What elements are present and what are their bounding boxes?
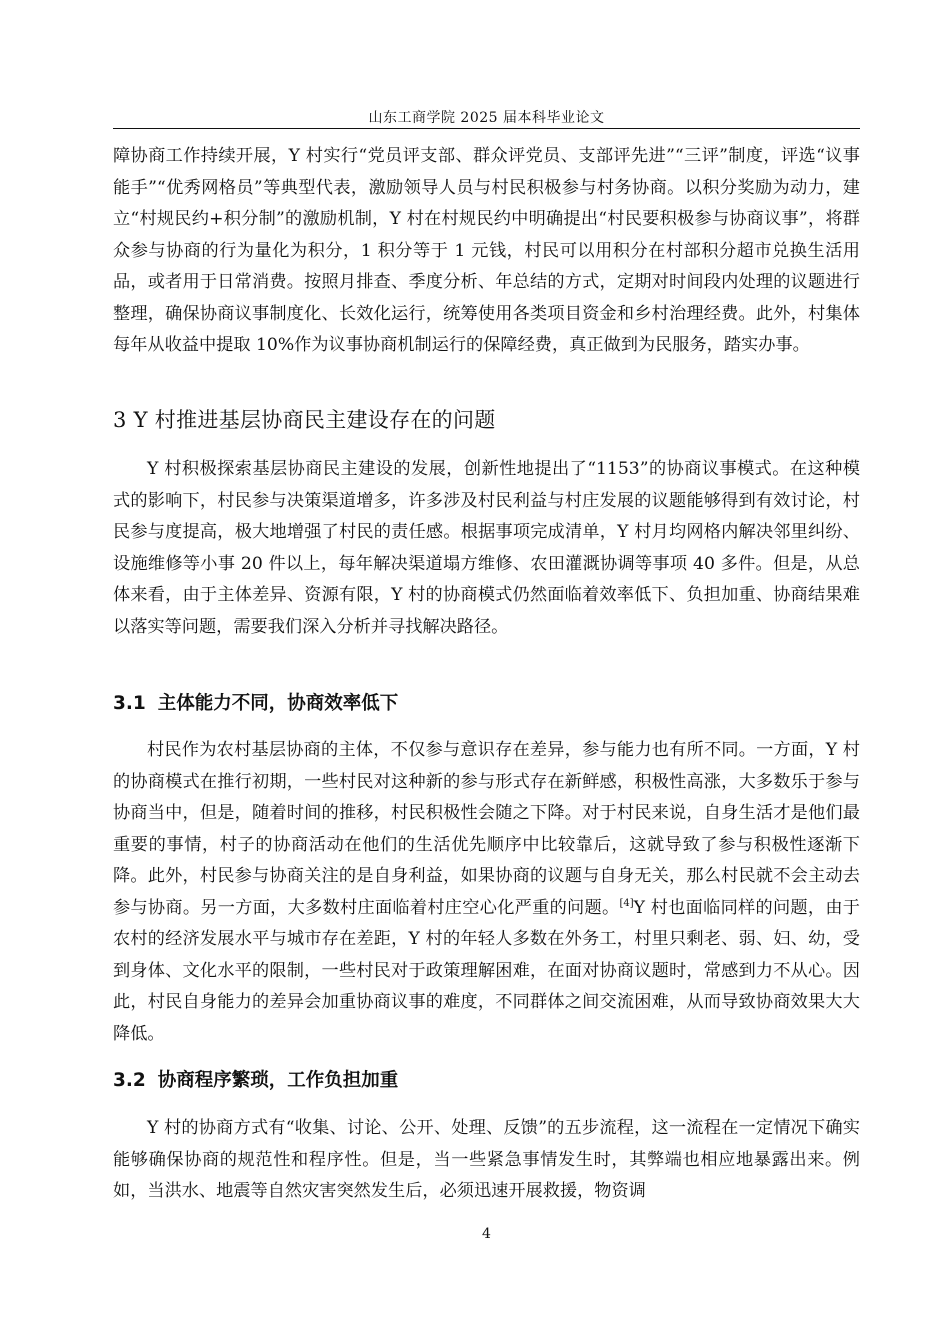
paragraph-text: 村民作为农村基层协商的主体，不仅参与意识存在差异，参与能力也有所不同。一方面，Y 村的协商模式在推行初期，一些村民对这种新的参与形式存在新鲜感，积极性高涨，大多数乐于参与协商当中，但是，随着时间的推移，村民积极性会随之下降。对于村民来说，自身生活才是他们最重要的事情，村子的协商活动在他们的生活优先顺序中比较靠后，这就导致了参与积极性逐渐下降。此外，村民参与协商关注的是自身利益，如果协商的议题与自身无关，那么村民就不会主动去参与协商。另一方面，大多数村庄面临着村庄空心化严重的问题。	[113, 740, 860, 918]
subsection-number: 3.2	[113, 1070, 146, 1091]
subsection-title: 协商程序繁琐，工作负担加重	[157, 1070, 399, 1091]
paragraph-procedure: Y 村的协商方式有“收集、讨论、公开、处理、反馈”的五步流程，这一流程在一定情况下确实能够确保协商的规范性和程序性。但是，当一些紧急事情发生时，其弊端也相应地暴露出来。例如，当洪水、地震等自然灾害突然发生后，必须迅速开展救援，物资调	[113, 1118, 860, 1201]
citation-marker: [4]	[619, 897, 634, 909]
paragraph-section-intro: Y 村积极探索基层协商民主建设的发展，创新性地提出了“1153”的协商议事模式。在这种模式的影响下，村民参与决策渠道增多，许多涉及村民利益与村庄发展的议题能够得到有效讨论，村民参与度提高，极大地增强了村民的责任感。根据事项完成清单，Y 村月均网格内解决邻里纠纷、设施维修等小事 20 件以上，每年解决渠道塌方维修、农田灌溉协调等事项 40 多件。但是，从总体来看，由于主体差异、资源有限，Y 村的协商模式仍然面临着效率低下、负担加重、协商结果难以落实等问题，需要我们深入分析并寻找解决路径。	[113, 459, 860, 637]
page-header: 山东工商学院 2025 届本科毕业论文	[368, 110, 605, 126]
subsection-title: 主体能力不同，协商效率低下	[157, 693, 399, 714]
paragraph-text: Y 村也面临同样的问题，由于农村的经济发展水平与城市存在差距，Y 村的年轻人多数在外务工，村里只剩老、弱、妇、幼，受到身体、文化水平的限制，一些村民对于政策理解困难，在面对协商议题时，常感到力不从心。因此，村民自身能力的差异会加重协商议事的难度，不同群体之间交流困难，从而导致协商效果大大降低。	[113, 897, 860, 1044]
subsection-number: 3.1	[113, 693, 146, 714]
section-heading: 3 Y 村推进基层协商民主建设存在的问题	[113, 408, 496, 432]
paragraph-subject-ability	[113, 735, 860, 1050]
header-rule	[113, 128, 860, 129]
page-number: 4	[482, 1226, 491, 1242]
paragraph-continuation: 障协商工作持续开展，Y 村实行“党员评支部、群众评党员、支部评先进”“三评”制度，评选“议事能手”“优秀网格员”等典型代表，激励领导人员与村民积极参与村务协商。以积分奖励为动力，建立“村规民约+积分制”的激励机制，Y 村在村规民约中明确提出“村民要积极参与协商议事”，将群众参与协商的行为量化为积分，1 积分等于 1 元钱，村民可以用积分在村部积分超市兑换生活用品，或者用于日常消费。按照月排查、季度分析、年总结的方式，定期对时间段内处理的议题进行整理，确保协商议事制度化、长效化运行，统筹使用各类项目资金和乡村治理经费。此外，村集体每年从收益中提取 10%作为议事协商机制运行的保障经费，真正做到为民服务，踏实办事。	[113, 146, 860, 355]
subsection-heading-3-2	[113, 1066, 398, 1092]
subsection-heading-3-1	[113, 689, 398, 715]
